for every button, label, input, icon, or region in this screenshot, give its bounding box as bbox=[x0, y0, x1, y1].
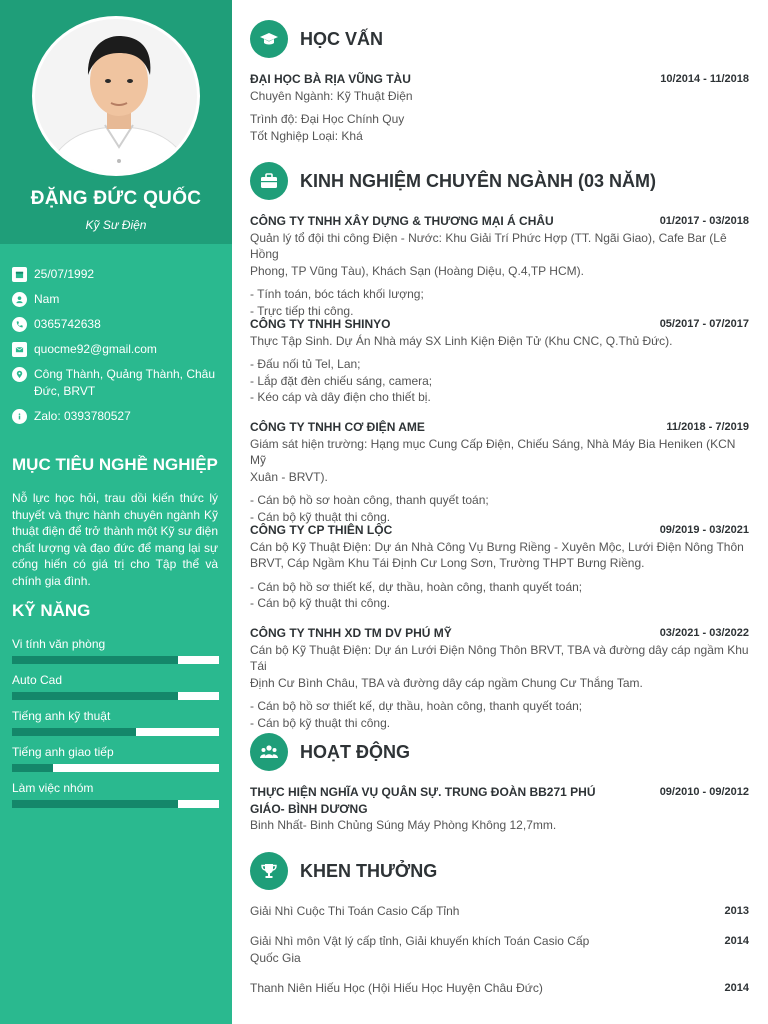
experience-task: - Kéo cáp và dây điện cho thiết bị. bbox=[250, 390, 431, 404]
award-text: Giải Nhì Cuộc Thi Toán Casio Cấp Tỉnh bbox=[250, 904, 460, 918]
objective-text: Nỗ lực học hỏi, trau dồi kiến thức lý thuyết và thực hành chuyên ngành Kỹ thuật điện để trở thành một Kỹ sư điện chất lượng và đạo đức để mang lại sự cống hiến có giá trị cho Tập thể và chính gia đình. bbox=[12, 491, 218, 588]
experience-task: - Lắp đặt đèn chiếu sáng, camera; bbox=[250, 373, 433, 388]
experience-desc: BRVT, Cáp Ngầm Khu Tái Định Cư Long Sơn, Trường THPT Bưng Riềng. bbox=[250, 556, 645, 570]
award-year: 2014 bbox=[724, 982, 749, 994]
company-name: CÔNG TY TNHH SHINYO bbox=[250, 317, 391, 331]
experience-desc: Cán bộ Kỹ Thuật Điện: Dự án Lưới Điện Nông Thôn BRVT, TBA và đường dây cáp ngầm Khu Tái bbox=[250, 642, 749, 673]
skill-label: Làm việc nhóm bbox=[12, 781, 94, 795]
activity-date: 09/2010 - 09/2012 bbox=[659, 786, 749, 798]
experience-entry bbox=[250, 316, 749, 406]
skill-label: Tiếng anh giao tiếp bbox=[12, 745, 114, 759]
activity-desc: Binh Nhất- Binh Chủng Súng Máy Phòng Không 12,7mm. bbox=[250, 818, 557, 832]
experience-desc: Xuân - BRVT). bbox=[250, 469, 328, 484]
contact-phone bbox=[12, 316, 222, 333]
experience-entry bbox=[250, 419, 749, 525]
contact-email bbox=[12, 341, 222, 358]
calendar-icon bbox=[12, 267, 27, 282]
experience-task: - Trực tiếp thi công. bbox=[250, 303, 354, 318]
awards-section-header bbox=[250, 852, 437, 890]
avatar-photo bbox=[35, 19, 200, 176]
experience-desc: Thực Tập Sinh. Dự Án Nhà máy SX Linh Kiện Điện Tử (Khu CNC, Q.Thủ Đức). bbox=[250, 333, 673, 348]
award-text: Giải Nhì môn Vật lý cấp tỉnh, Giải khuyến khích Toán Casio Cấp Quốc Gia bbox=[250, 934, 590, 965]
activity-entry bbox=[250, 784, 749, 834]
skill-level bbox=[12, 764, 53, 772]
award-year: 2014 bbox=[724, 935, 749, 947]
education-level: Trình độ: Đại Học Chính Quy bbox=[250, 112, 405, 126]
phone-icon bbox=[12, 317, 27, 332]
contact-birthday bbox=[12, 266, 222, 283]
skill-item bbox=[12, 637, 219, 673]
activity-org: THỰC HIỆN NGHĨA VỤ QUÂN SỰ. TRUNG ĐOÀN BB271 PHÚ GIÁO- BÌNH DƯƠNG bbox=[250, 785, 596, 816]
education-entry bbox=[250, 71, 749, 144]
skills-list bbox=[12, 637, 219, 817]
skill-bar bbox=[12, 764, 219, 772]
company-name: CÔNG TY TNHH CƠ ĐIỆN AME bbox=[250, 420, 425, 434]
info-icon bbox=[12, 409, 27, 424]
awards-heading: KHEN THƯỞNG bbox=[300, 860, 438, 881]
company-name: CÔNG TY CP THIÊN LỘC bbox=[250, 523, 393, 537]
education-section-header bbox=[250, 20, 383, 58]
experience-date: 01/2017 - 03/2018 bbox=[659, 215, 749, 227]
skill-label: Vi tính văn phòng bbox=[12, 637, 106, 651]
skill-level bbox=[12, 656, 178, 664]
award-item bbox=[250, 933, 749, 966]
skill-bar bbox=[12, 692, 219, 700]
skill-label: Tiếng anh kỹ thuật bbox=[12, 709, 111, 723]
profile-title: Kỹ Sư Điện bbox=[85, 218, 147, 232]
contact-address bbox=[12, 366, 222, 400]
objective-heading: MỤC TIÊU NGHỀ NGHIỆP bbox=[12, 455, 218, 474]
contact-zalo bbox=[12, 408, 222, 425]
experience-heading: KINH NGHIỆM CHUYÊN NGÀNH (03 NĂM) bbox=[300, 170, 657, 191]
experience-task: - Cán bộ kỹ thuật thi công. bbox=[250, 596, 391, 610]
experience-section-header bbox=[250, 162, 656, 200]
experience-desc: Quản lý tổ đội thi công Điện - Nước: Khu Giải Trí Phức Hợp (TT. Ngãi Giao), Cafe Bar (Lê Hồng bbox=[250, 230, 727, 261]
phone-text: 0365742638 bbox=[34, 317, 101, 331]
email-text: quocme92@gmail.com bbox=[34, 342, 157, 356]
skills-heading: KỸ NĂNG bbox=[12, 601, 91, 620]
avatar bbox=[32, 16, 200, 176]
experience-desc: Phong, TP Vũng Tàu), Khách Sạn (Hoàng Diệu, Q.4,TP HCM). bbox=[250, 263, 584, 278]
experience-date: 05/2017 - 07/2017 bbox=[659, 318, 749, 330]
education-major: Chuyên Ngành: Kỹ Thuật Điện bbox=[250, 88, 413, 103]
experience-task: - Tính toán, bóc tách khối lượng; bbox=[250, 287, 424, 301]
trophy-icon bbox=[250, 852, 288, 890]
education-date: 10/2014 - 11/2018 bbox=[660, 73, 749, 85]
gender-text: Nam bbox=[34, 292, 60, 306]
award-item bbox=[250, 903, 749, 920]
contact-list bbox=[12, 266, 222, 433]
experience-desc: Định Cư Bình Châu, TBA và đường dây cáp ngầm Chung Cư Thắng Tam. bbox=[250, 675, 643, 690]
skill-level bbox=[12, 728, 136, 736]
birthday-text: 25/07/1992 bbox=[34, 267, 95, 281]
experience-desc: Cán bộ Kỹ Thuật Điện: Dự án Nhà Công Vụ Bưng Riềng - Xuyên Mộc, Lưới Điện Nông Thôn bbox=[250, 539, 744, 554]
award-item bbox=[250, 980, 749, 997]
skill-bar bbox=[12, 800, 219, 808]
experience-date: 11/2018 - 7/2019 bbox=[666, 421, 749, 433]
company-name: CÔNG TY TNHH XÂY DỰNG & THƯƠNG MẠI Á CHÂU bbox=[250, 214, 554, 228]
contact-gender bbox=[12, 291, 222, 308]
location-pin-icon bbox=[12, 367, 27, 382]
sidebar bbox=[0, 0, 232, 1024]
group-icon bbox=[250, 733, 288, 771]
skill-bar bbox=[12, 656, 219, 664]
award-text: Thanh Niên Hiếu Học (Hội Hiếu Học Huyện Châu Đức) bbox=[250, 981, 543, 995]
award-year: 2013 bbox=[724, 905, 749, 917]
experience-date: 09/2019 - 03/2021 bbox=[659, 524, 749, 536]
experience-date: 03/2021 - 03/2022 bbox=[659, 627, 749, 639]
skill-bar bbox=[12, 728, 219, 736]
company-name: CÔNG TY TNHH XD TM DV PHÚ MỸ bbox=[250, 626, 452, 640]
skill-level bbox=[12, 800, 178, 808]
address-text: Công Thành, Quảng Thành, Châu Đức, BRVT bbox=[34, 367, 216, 398]
profile-name: ĐẶNG ĐỨC QUỐC bbox=[30, 188, 202, 209]
activities-section-header bbox=[250, 733, 410, 771]
briefcase-icon bbox=[250, 162, 288, 200]
skill-level bbox=[12, 692, 178, 700]
zalo-text: Zalo: 0393780527 bbox=[34, 409, 131, 423]
education-heading: HỌC VẤN bbox=[300, 28, 384, 49]
experience-task: - Đấu nối tủ Tel, Lan; bbox=[250, 357, 361, 371]
experience-entry bbox=[250, 522, 749, 612]
skill-label: Auto Cad bbox=[12, 673, 63, 687]
school-name: ĐẠI HỌC BÀ RỊA VŨNG TÀU bbox=[250, 72, 411, 86]
experience-desc: Giám sát hiện trường: Hạng mục Cung Cấp Điện, Chiếu Sáng, Nhà Máy Bia Heniken (KCN Mỹ bbox=[250, 436, 736, 467]
experience-entry bbox=[250, 625, 749, 731]
skill-item bbox=[12, 781, 219, 817]
graduation-cap-icon bbox=[250, 20, 288, 58]
education-grade: Tốt Nghiệp Loại: Khá bbox=[250, 128, 363, 143]
skill-item bbox=[12, 673, 219, 709]
skill-item bbox=[12, 745, 219, 781]
experience-task: - Cán bộ kỹ thuật thi công. bbox=[250, 509, 391, 524]
activities-heading: HOẠT ĐỘNG bbox=[300, 741, 410, 762]
experience-task: - Cán bộ hồ sơ hoàn công, thanh quyết toán; bbox=[250, 493, 489, 507]
experience-task: - Cán bộ kỹ thuật thi công. bbox=[250, 715, 391, 730]
user-icon bbox=[12, 292, 27, 307]
experience-entry bbox=[250, 213, 749, 319]
experience-task: - Cán bộ hồ sơ thiết kế, dự thầu, hoàn công, thanh quyết toán; bbox=[250, 699, 583, 713]
skill-item bbox=[12, 709, 219, 745]
experience-task: - Cán bộ hồ sơ thiết kế, dự thầu, hoàn công, thanh quyết toán; bbox=[250, 579, 583, 594]
email-icon bbox=[12, 342, 27, 357]
